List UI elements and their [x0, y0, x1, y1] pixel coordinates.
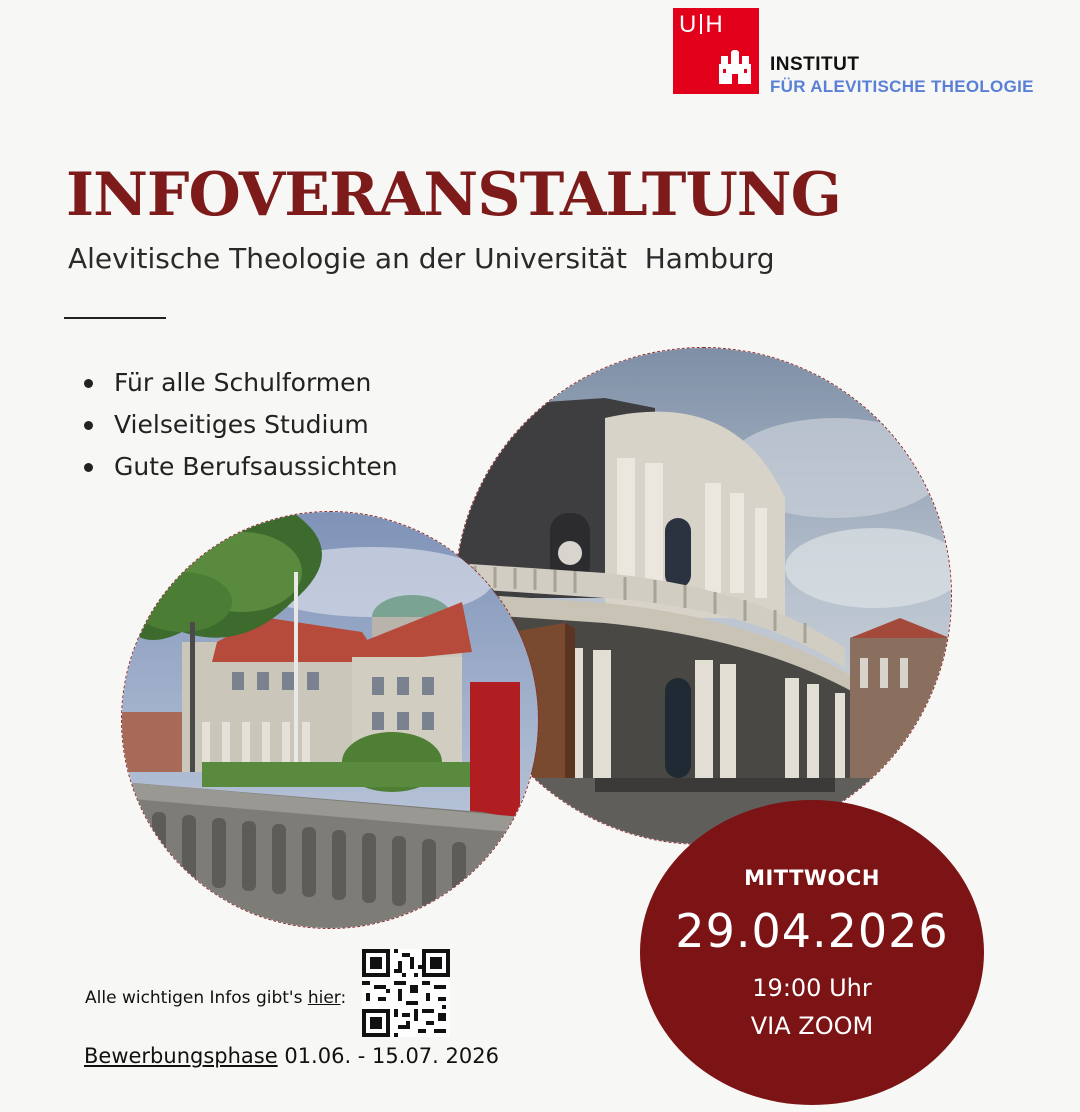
- divider: [64, 317, 166, 319]
- info-suffix: :: [340, 988, 347, 1008]
- application-dates: 01.06. - 15.07. 2026: [277, 1044, 499, 1068]
- list-item: Vielseitiges Studium: [84, 404, 398, 446]
- page-subtitle: Alevitische Theologie an der Universität Hamburg: [68, 242, 775, 275]
- application-label: Bewerbungsphase: [84, 1044, 278, 1068]
- feature-list: [84, 362, 398, 488]
- uhh-logo: [673, 8, 759, 94]
- info-text: Alle wichtigen Infos gibt's: [85, 988, 308, 1008]
- university-campus-photo: [121, 511, 539, 929]
- institute-subtitle: FÜR ALEVITISCHE THEOLOGIE: [770, 77, 1034, 96]
- list-item: Gute Berufsaussichten: [84, 446, 398, 488]
- event-venue: VIA ZOOM: [750, 1012, 874, 1040]
- event-date-badge: [640, 800, 984, 1105]
- application-period: [84, 1044, 499, 1068]
- list-item: Für alle Schulformen: [84, 362, 398, 404]
- hamburg-castle-icon: [717, 50, 753, 86]
- event-time: 19:00 Uhr: [752, 974, 872, 1002]
- info-line: [85, 988, 346, 1008]
- page-title: INFOVERANSTALTUNG: [66, 160, 841, 230]
- qr-code[interactable]: [362, 949, 450, 1037]
- info-link[interactable]: hier: [307, 988, 341, 1008]
- uhh-logo-mark: U H: [679, 11, 724, 38]
- event-date: 29.04.2026: [675, 904, 949, 958]
- institute-label: INSTITUT: [770, 54, 860, 75]
- event-day: MITTWOCH: [744, 866, 880, 890]
